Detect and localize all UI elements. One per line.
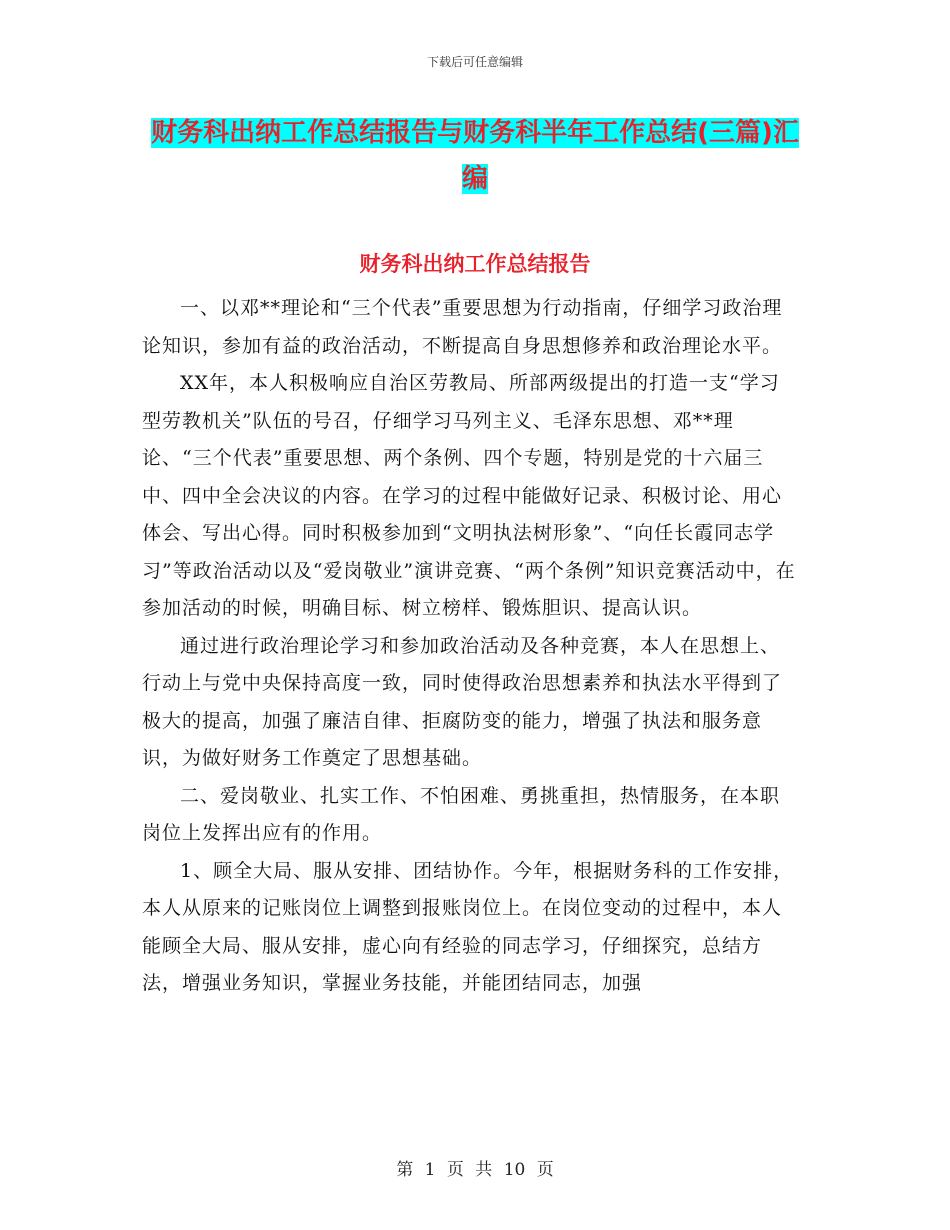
document-title-text: 财务科出纳工作总结报告与财务科半年工作总结(三篇)汇编 [151,118,799,194]
document-body [142,290,798,1003]
section-title: 财务科出纳工作总结报告 [359,252,591,276]
paragraph-4: 二、爱岗敬业、扎实工作、不怕困难、勇挑重担，热情服务，在本职岗位上发挥出应有的作用。 [142,784,781,844]
paragraph-5: 1、顾全大局、服从安排、团结协作。今年，根据财务科的工作安排，本人从原来的记账岗位上调整到报账岗位上。在岗位变动的过程中，本人能顾全大局、服从安排，虚心向有经验的同志学习，仔细探究，总结方法，增强业务知识，掌握业务技能，并能团结同志，加强 [142,859,794,994]
paragraph-1: 一、以邓**理论和“三个代表”重要思想为行动指南，仔细学习政治理论知识，参加有益的政治活动，不断提高自身思想修养和政治理论水平。 [142,297,783,357]
paragraph-2: XX年，本人积极响应自治区劳教局、所部两级提出的打造一支“学习型劳教机关”队伍的号召，仔细学习马列主义、毛泽东思想、邓**理论、“三个代表”重要思想、两个条例、四个专题，特别是党的十六届三中、四中全会决议的内容。在学习的过程中能做好记录、积极讨论、用心体会、写出心得。同时积极参加到“文明执法树形象”、“向任长霞同志学习”等政治活动以及“爱岗敬业”演讲竞赛、“两个条例”知识竞赛活动中，在参加活动的时候，明确目标、树立榜样、锻炼胆识、提高认识。 [142,372,796,619]
page-footer: 第 1 页 共 10 页 [396,1160,554,1180]
document-title [150,110,800,202]
header-note: 下载后可任意编辑 [426,55,523,69]
paragraph-3: 通过进行政治理论学习和参加政治活动及各种竞赛，本人在思想上、行动上与党中央保持高度一致，同时使得政治思想素养和执法水平得到了极大的提高，加强了廉洁自律、拒腐防变的能力，增强了执法和服务意识，为做好财务工作奠定了思想基础。 [142,634,783,769]
